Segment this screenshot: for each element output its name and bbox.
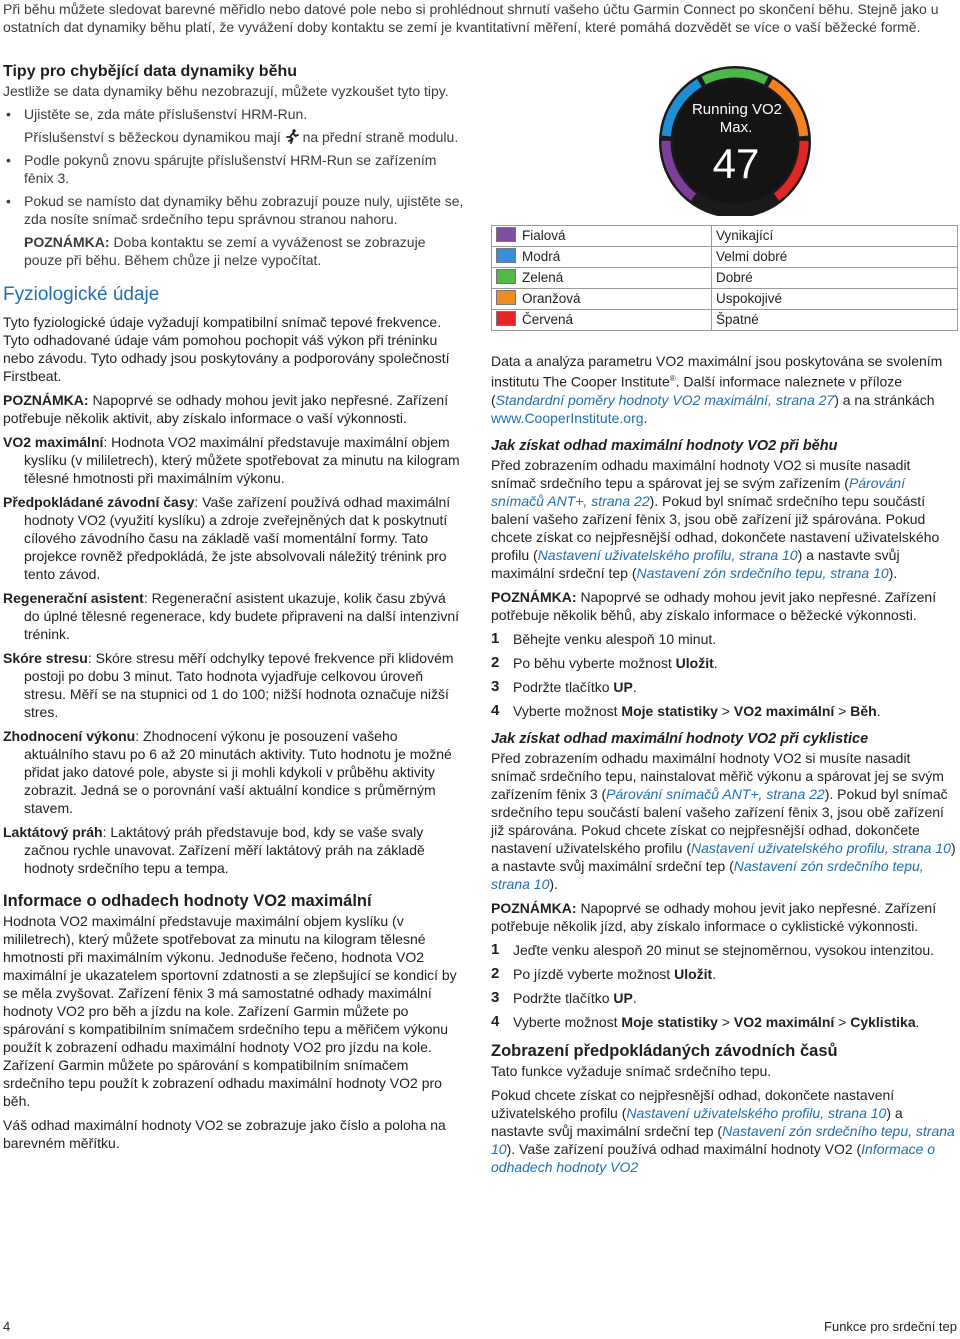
race-intro: Tato funkce vyžaduje snímač srdečního tepu. bbox=[491, 1062, 772, 1079]
def-stress-score bbox=[3, 649, 465, 721]
def-text: : Laktátový práh představuje bod, kdy se vaše svaly začnou rychle unavovat. Zařízení měří laktátový práh na základě hodnoty srdečního tepu a tempa. bbox=[24, 824, 425, 876]
text-segment: ). Vaše zařízení používá odhad maximální hodnoty VO2 ( bbox=[506, 1140, 862, 1157]
step-number: 4 bbox=[491, 701, 500, 719]
registered-mark: ® bbox=[669, 374, 676, 383]
scale-color-cell bbox=[492, 226, 712, 247]
scale-rating: Vynikající bbox=[712, 226, 958, 247]
link-hr-zones[interactable]: Nastavení zón srdečního tepu, strana 10 bbox=[491, 1122, 955, 1157]
link-hr-zones[interactable]: Nastavení zón srdečního tepu, strana 10 bbox=[491, 857, 924, 892]
def-term: Skóre stresu bbox=[3, 650, 88, 666]
bike-heading: Jak získat odhad maximální hodnoty VO2 při cyklistice bbox=[491, 730, 869, 747]
step-text: Vyberte možnost bbox=[513, 702, 622, 719]
step-number: 2 bbox=[491, 653, 500, 671]
link-pairing-ant[interactable]: Párování snímačů ANT+, strana 22 bbox=[491, 474, 905, 509]
link-vo2-info[interactable]: Informace o odhadech hodnoty VO2 bbox=[491, 1140, 936, 1175]
link-vo2-standard-ratings[interactable]: Standardní poměry hodnoty VO2 maximální, strana 27 bbox=[495, 391, 835, 408]
intro-paragraph: Při běhu můžete sledovat barevné měřidlo nebo datové pole nebo si prohlédnout shrnutí vašeho účtu Garmin Connect po skončení běhu. Stejně jako u ostatních dat dynamiky běhu platí, že vyvážení doby kontaktu se zemí je kvantitativní měření, které pomáhá dozvědět se více o vaší běžecké formě. bbox=[3, 1, 939, 35]
run-step-3 bbox=[491, 678, 957, 696]
table-row bbox=[492, 226, 958, 247]
vo2-info-paragraph-2: Váš odhad maximální hodnoty VO2 se zobrazuje jako číslo a poloha na barevném měřítku. bbox=[3, 1117, 446, 1151]
watch-vo2-value: 47 bbox=[712, 140, 760, 187]
run-note bbox=[491, 588, 957, 624]
vo2-color-scale-table bbox=[491, 225, 958, 331]
tips-note-text: Doba kontaktu se zemí a vyváženost se zobrazuje pouze při běhu. Během chůze ji nelze vypočítat. bbox=[24, 234, 426, 268]
run-note-label: POZNÁMKA: bbox=[491, 588, 577, 605]
table-row bbox=[492, 289, 958, 310]
text-segment: ) a na stránkách bbox=[834, 391, 935, 408]
step-number: 2 bbox=[491, 964, 500, 982]
tip-sub-text-a: Příslušenství s běžeckou dynamikou mají bbox=[24, 129, 281, 145]
table-row bbox=[492, 268, 958, 289]
table-row bbox=[492, 310, 958, 331]
text-segment: ). bbox=[549, 875, 558, 892]
def-race-predictor bbox=[3, 493, 465, 583]
scale-color-cell bbox=[492, 268, 712, 289]
bike-note-text: Napoprvé se odhady mohou jevit jako nepřesné. Zařízení potřebuje několik jízd, aby získalo informace o cyklistické výkonnosti. bbox=[491, 899, 937, 934]
run-note-text: Napoprvé se odhady mohou jevit jako nepřesné. Zařízení potřebuje několik běhů, aby získalo informace o běžecké výkonnosti. bbox=[491, 588, 937, 623]
tips-note bbox=[3, 233, 465, 269]
step-text: Po jízdě vyberte možnost bbox=[513, 965, 675, 982]
def-text: : Skóre stresu měří odchylky tepové frekvence při klidovém postoji po dobu 3 minut. Tato hodnota vyjadřuje celkovou úroveň stresu. Měří se na stupnici od 1 do 100; nižší hodnota označuje nižší stres. bbox=[24, 650, 454, 720]
step-bold: UP bbox=[613, 678, 633, 695]
text-segment: ) a nastavte svůj maximální srdeční tep ( bbox=[491, 546, 900, 581]
runner-icon bbox=[285, 129, 299, 145]
scale-color-name: Červená bbox=[522, 312, 574, 327]
link-user-profile[interactable]: Nastavení uživatelského profilu, strana 10 bbox=[691, 839, 951, 856]
def-vo2max bbox=[3, 433, 465, 487]
text-segment: . Další informace naleznete v příloze ( bbox=[491, 373, 903, 408]
vo2-info-paragraph: Hodnota VO2 maximální představuje maximální objem kyslíku (v mililetrech), který můžete spotřebovat za minutu na kilogram tělesné hmotnosti při maximálním výkonu. Jednoduše řečeno, hodnota VO2 maximální je ukazatelem sportovní zdatnosti a se zlepšující se kondicí by se měla zvyšovat. Zařízení fēnix 3 má samostatné odhady maximální hodnoty VO2 pro běh a jízdu na kole. Zařízení Garmin můžete po spárování s kompatibilním snímačem srdečního tepu a měřičem výkonu použít k zobrazení odhadu maximální hodnoty VO2 pro jízdu na kole. Zařízení Garmin můžete po spárování s kompatibilním snímačem srdečního tepu použít k zobrazení odhadu maximální hodnoty VO2 pro běh. bbox=[3, 913, 457, 1109]
step-bold: VO2 maximální bbox=[733, 1013, 835, 1030]
race-heading: Zobrazení předpokládaných závodních časů bbox=[491, 1041, 838, 1060]
table-row bbox=[492, 247, 958, 268]
text-segment: ). bbox=[888, 564, 898, 581]
step-text: > bbox=[834, 1013, 851, 1030]
link-cooper-institute[interactable]: www.CooperInstitute.org bbox=[491, 409, 644, 426]
text-segment: Před zobrazením odhadu maximální hodnoty VO2 si musíte nasadit snímač srdečního tepu, nainstalovat měřič výkonu a spárovat jej se svým zařízením fēnix 3 ( bbox=[491, 749, 944, 802]
link-pairing-ant[interactable]: Párování snímačů ANT+, strana 22 bbox=[606, 785, 825, 802]
bike-note bbox=[491, 899, 957, 935]
color-swatch bbox=[496, 290, 516, 305]
physiology-intro: Tyto fyziologické údaje vyžadují kompatibilní snímač tepové frekvence. Tyto odhadované údaje vám pomohou pochopit váš výkon při tréninku nebo závodu. Tyto odhady jsou poskytovány a podporovány společností Firstbeat. bbox=[3, 314, 450, 384]
step-number: 3 bbox=[491, 677, 500, 695]
step-text: > bbox=[717, 1013, 734, 1030]
scale-color-name: Fialová bbox=[522, 228, 566, 243]
step-bold: Uložit bbox=[675, 654, 714, 671]
text-segment: . bbox=[643, 409, 648, 426]
step-text: > bbox=[717, 702, 734, 719]
def-term: Laktátový práh bbox=[3, 824, 103, 840]
link-hr-zones[interactable]: Nastavení zón srdečního tepu, strana 10 bbox=[636, 564, 889, 581]
tips-intro: Jestliže se data dynamiky běhu nezobrazují, můžete vyzkoušet tyto tipy. bbox=[3, 83, 449, 99]
physiology-note-label: POZNÁMKA: bbox=[3, 392, 89, 408]
def-text: : Regenerační asistent ukazuje, kolik času zbývá do úplné tělesné regenerace, kdy budete připraveni na další intenzivní trénink. bbox=[24, 590, 460, 642]
step-text: Podržte tlačítko bbox=[513, 678, 614, 695]
tip-bullet-2: • Podle pokynů znovu spárujte příslušenství HRM-Run se zařízením fēnix 3. bbox=[3, 151, 465, 187]
scale-color-cell bbox=[492, 310, 712, 331]
step-bold: VO2 maximální bbox=[733, 702, 835, 719]
step-number: 4 bbox=[491, 1012, 500, 1030]
def-lactate-threshold bbox=[3, 823, 465, 877]
scale-color-name: Oranžová bbox=[522, 291, 581, 306]
run-heading: Jak získat odhad maximální hodnoty VO2 při běhu bbox=[491, 437, 838, 454]
bike-paragraph bbox=[491, 749, 957, 893]
step-number: 1 bbox=[491, 940, 500, 958]
right-column bbox=[491, 352, 957, 1176]
color-swatch bbox=[496, 269, 516, 284]
vo2-info-heading: Informace o odhadech hodnoty VO2 maximální bbox=[3, 892, 372, 910]
step-number: 3 bbox=[491, 988, 500, 1006]
def-text: : Hodnota VO2 maximální představuje maximální objem kyslíku (v mililetrech), který můžete spotřebovat za minutu na kilogram tělesné hmotnosti při maximálním výkonu. bbox=[24, 434, 460, 486]
step-bold: Cyklistika bbox=[850, 1013, 916, 1030]
scale-color-cell bbox=[492, 289, 712, 310]
def-term: Zhodnocení výkonu bbox=[3, 728, 136, 744]
bike-step-1 bbox=[491, 941, 957, 959]
scale-rating: Dobré bbox=[712, 268, 958, 289]
def-text: : Vaše zařízení používá odhad maximální hodnoty VO2 (využití kyslíku) a zdroje zveřejněných dat k poskytnutí cílového závodního času na základě vaší momentální formy. Tato projekce rovněž předpokládá, že jste absolvovali náležitý trénink pro tento závod. bbox=[24, 494, 451, 582]
run-step-4 bbox=[491, 702, 957, 720]
link-user-profile[interactable]: Nastavení uživatelského profilu, strana 10 bbox=[537, 546, 798, 563]
text-segment: ). Pokud byl snímač srdečního tepu součástí balení vašeho zařízení fēnix 3, jsou obě zařízení již spárována. Pokud chcete získat co nejpřesnější odhad, dokončete nastavení uživatelského profilu ( bbox=[491, 492, 940, 563]
tip-sub-text-b: na přední straně modulu. bbox=[302, 129, 459, 145]
step-bold: UP bbox=[613, 989, 633, 1006]
run-step-2 bbox=[491, 654, 957, 672]
step-bold: Uložit bbox=[674, 965, 713, 982]
physiology-note-text: Napoprvé se odhady mohou jevit jako nepřesné. Zařízení potřebuje několik aktivit, aby získalo informace o vaší výkonnosti. bbox=[3, 392, 449, 426]
race-paragraph bbox=[491, 1086, 957, 1176]
def-term: Předpokládané závodní časy bbox=[3, 494, 195, 510]
watch-title-line1: Running VO2 bbox=[691, 101, 783, 118]
physiology-note bbox=[3, 391, 465, 427]
link-user-profile[interactable]: Nastavení uživatelského profilu, strana 10 bbox=[626, 1104, 887, 1121]
scale-color-cell bbox=[492, 247, 712, 268]
run-paragraph bbox=[491, 456, 957, 582]
step-text: Podržte tlačítko bbox=[513, 989, 614, 1006]
text-segment: ). Pokud byl snímač srdečního tepu součástí balení vašeho zařízení fēnix 3, jsou obě zařízení již spárována. Pokud chcete získat co nejpřesnější odhad, dokončete nastavení uživatelského profilu ( bbox=[491, 785, 948, 856]
scale-rating: Velmi dobré bbox=[712, 247, 958, 268]
step-bold: Moje statistiky bbox=[621, 1013, 718, 1030]
def-performance-condition bbox=[3, 727, 465, 817]
step-text: Vyberte možnost bbox=[513, 1013, 622, 1030]
footer-section-title: Funkce pro srdeční tep bbox=[824, 1319, 957, 1334]
cooper-paragraph bbox=[491, 352, 957, 427]
run-step-1 bbox=[491, 630, 957, 648]
step-text: . bbox=[632, 989, 637, 1006]
color-swatch bbox=[496, 227, 516, 242]
tip-bullet-1: • Ujistěte se, zda máte příslušenství HRM-Run. bbox=[3, 105, 465, 123]
step-text: > bbox=[834, 702, 851, 719]
text-segment: Před zobrazením odhadu maximální hodnoty VO2 si musíte nasadit snímač srdečního tepu a spárovat jej se svým zařízením ( bbox=[491, 456, 911, 491]
step-text: . bbox=[713, 654, 718, 671]
tip-bullet-3: • Pokud se namísto dat dynamiky běhu zobrazují pouze nuly, ujistěte se, zda nosíte snímač srdečního tepu správnou stranou nahoru. bbox=[3, 192, 465, 228]
physiology-heading: Fyziologické údaje bbox=[3, 284, 160, 305]
def-term: VO2 maximální bbox=[3, 434, 104, 450]
scale-color-name: Modrá bbox=[522, 249, 561, 264]
bike-step-4 bbox=[491, 1013, 957, 1031]
def-recovery-advisor bbox=[3, 589, 465, 643]
step-text: . bbox=[915, 1013, 920, 1030]
text-segment: ) a nastavte svůj maximální srdeční tep ( bbox=[491, 1104, 903, 1139]
step-text: . bbox=[712, 965, 717, 982]
scale-rating: Uspokojivé bbox=[712, 289, 958, 310]
step-text: Jeďte venku alespoň 20 minut se stejnoměrnou, vysokou intenzitou. bbox=[513, 941, 935, 958]
step-text: . bbox=[876, 702, 881, 719]
text-segment: Pokud chcete získat co nejpřesnější odhad, dokončete nastavení uživatelského profilu ( bbox=[491, 1086, 895, 1121]
scale-color-name: Zelená bbox=[522, 270, 564, 285]
step-number: 1 bbox=[491, 629, 500, 647]
step-bold: Moje statistiky bbox=[621, 702, 718, 719]
bike-step-2 bbox=[491, 965, 957, 983]
tips-note-label: POZNÁMKA: bbox=[24, 234, 110, 250]
watch-vo2-graphic bbox=[650, 66, 820, 216]
text-segment: ) a nastavte svůj maximální srdeční tep ( bbox=[491, 839, 956, 874]
color-swatch bbox=[496, 248, 516, 263]
color-swatch bbox=[496, 311, 516, 326]
scale-rating: Špatné bbox=[712, 310, 958, 331]
tip-bullet-1-sub bbox=[3, 128, 465, 146]
def-text: : Zhodnocení výkonu je posouzení vašeho aktuálního stavu po 6 až 20 minutách aktivity. Tuto hodnotu je možné přidat jako datové pole, abyste si ji mohli kdykoli v průběhu aktivity zobrazit. Jedná se o porovnání vaší aktuální kondice s průměrným stavem. bbox=[24, 728, 452, 816]
text-segment: Data a analýza parametru VO2 maximální jsou poskytována se svolením institutu The Cooper Institute bbox=[491, 353, 943, 390]
watch-title-line2: Max. bbox=[719, 119, 753, 136]
step-bold: Běh bbox=[850, 702, 877, 719]
step-text: Po běhu vyberte možnost bbox=[513, 654, 676, 671]
step-text: Běhejte venku alespoň 10 minut. bbox=[513, 630, 717, 647]
bike-note-label: POZNÁMKA: bbox=[491, 899, 577, 916]
tips-heading: Tipy pro chybějící data dynamiky běhu bbox=[3, 63, 298, 80]
step-text: . bbox=[632, 678, 637, 695]
def-term: Regenerační asistent bbox=[3, 590, 144, 606]
bike-step-3 bbox=[491, 989, 957, 1007]
left-column bbox=[3, 62, 465, 1152]
page-number: 4 bbox=[3, 1319, 11, 1334]
